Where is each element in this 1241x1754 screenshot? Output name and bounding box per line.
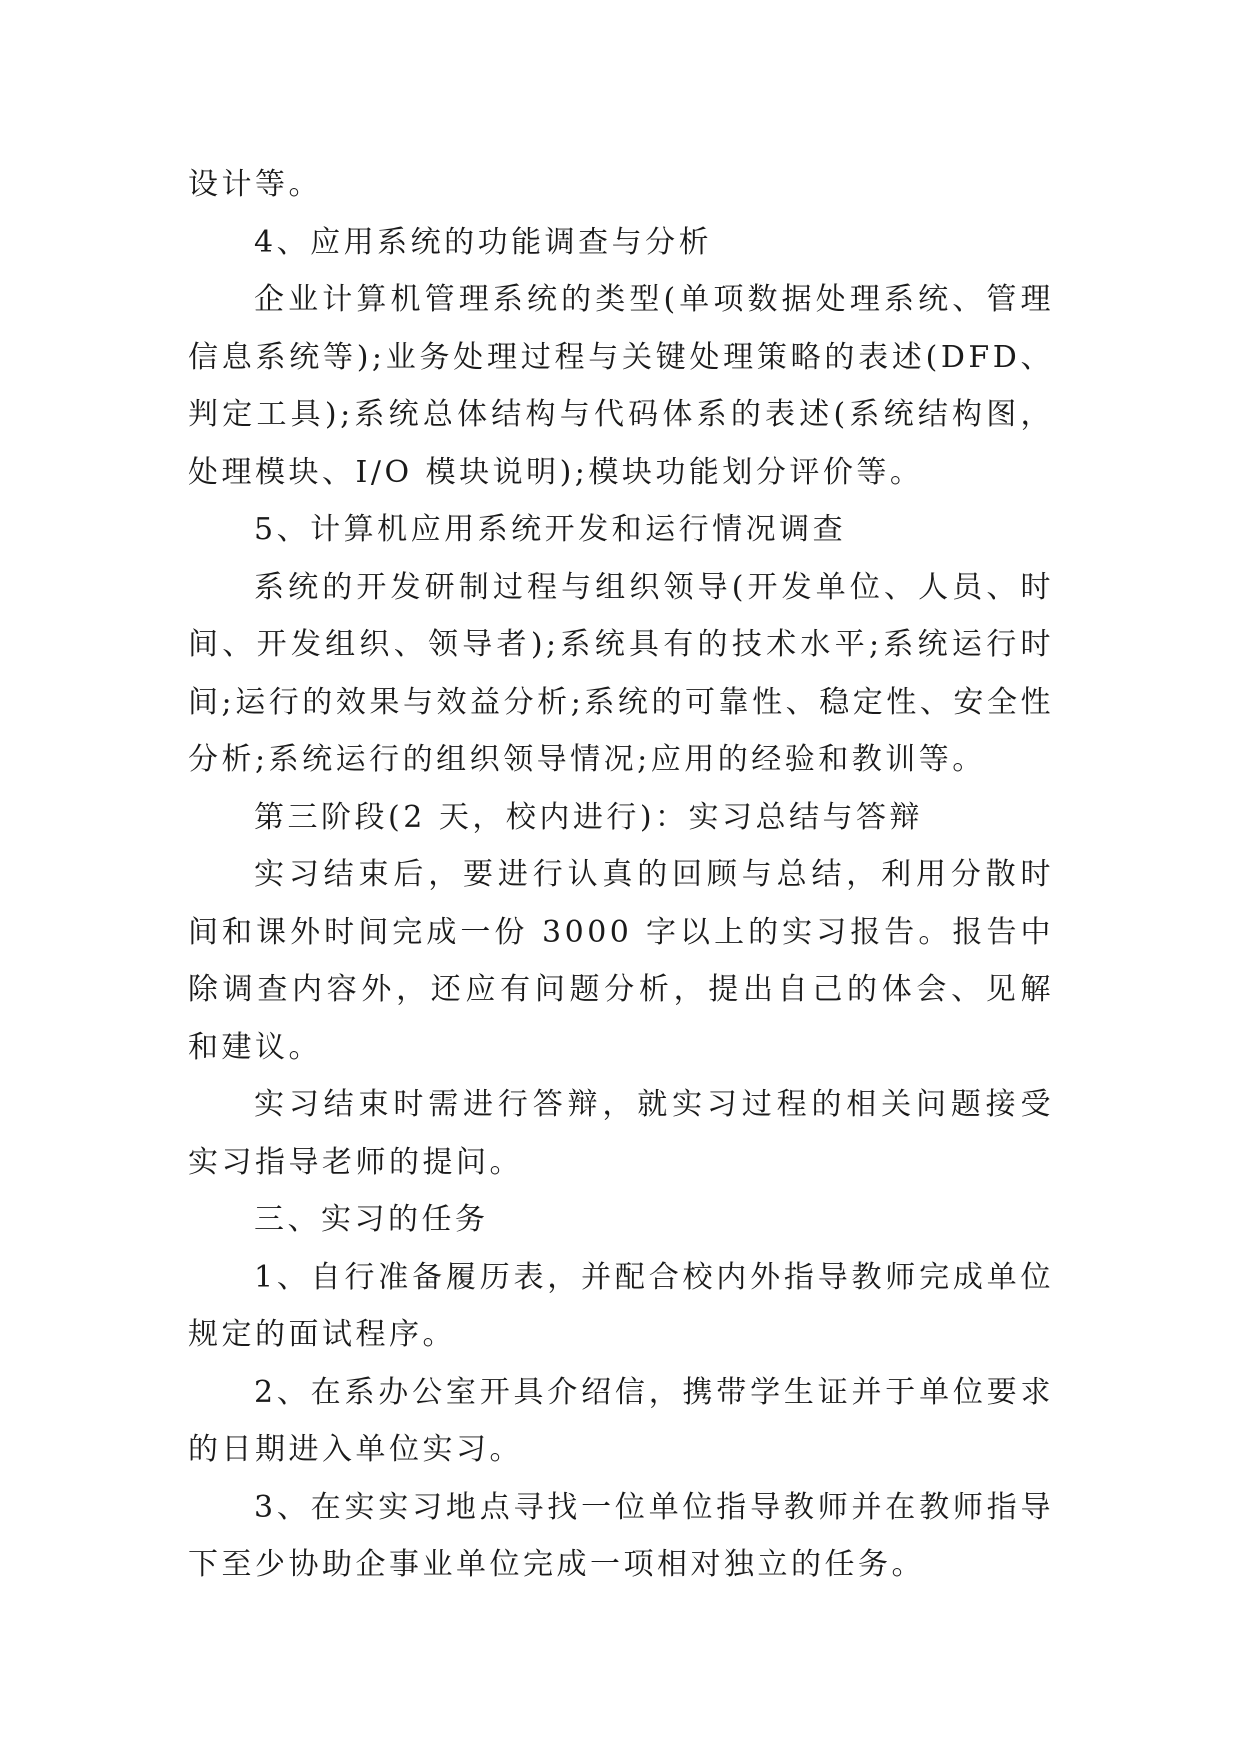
task-item-2: 2、在系办公室开具介绍信，携带学生证并于单位要求的日期进入单位实习。 [188, 1374, 1054, 1467]
task-item-1: 1、自行准备履历表，并配合校内外指导教师完成单位规定的面试程序。 [188, 1259, 1054, 1352]
task-item-3: 3、在实实习地点寻找一位单位指导教师并在教师指导下至少协助企事业单位完成一项相对独立的任务。 [188, 1489, 1054, 1582]
section-heading-4: 4、应用系统的功能调查与分析 [254, 224, 713, 260]
paragraph-5: 系统的开发研制过程与组织领导(开发单位、人员、时间、开发组织、领导者);系统具有的技术水平;系统运行时间;运行的效果与效益分析;系统的可靠性、稳定性、安全性分析;系统运行的组织领导情况;应用的经验和教训等。 [188, 569, 1054, 777]
paragraph-8: 实习结束时需进行答辩，就实习过程的相关问题接受实习指导老师的提问。 [188, 1087, 1054, 1180]
section-heading-tasks: 三、实习的任务 [254, 1202, 489, 1237]
paragraph-3: 企业计算机管理系统的类型(单项数据处理系统、管理信息系统等);业务处理过程与关键处理策略的表述(DFD、判定工具);系统总体结构与代码体系的表述(系统结构图，处理模块、I/O 模块说明);模块功能划分评价等。 [188, 282, 1054, 490]
stage-three-heading: 第三阶段(2 天，校内进行)：实习总结与答辩 [254, 799, 924, 835]
paragraph-1: 设计等。 [188, 167, 322, 202]
section-heading-5: 5、计算机应用系统开发和运行情况调查 [254, 512, 847, 547]
paragraph-7: 实习结束后，要进行认真的回顾与总结，利用分散时间和课外时间完成一份 3000 字以上的实习报告。报告中除调查内容外，还应有问题分析，提出自己的体会、见解和建议。 [188, 857, 1054, 1065]
document-body [188, 156, 1054, 1594]
